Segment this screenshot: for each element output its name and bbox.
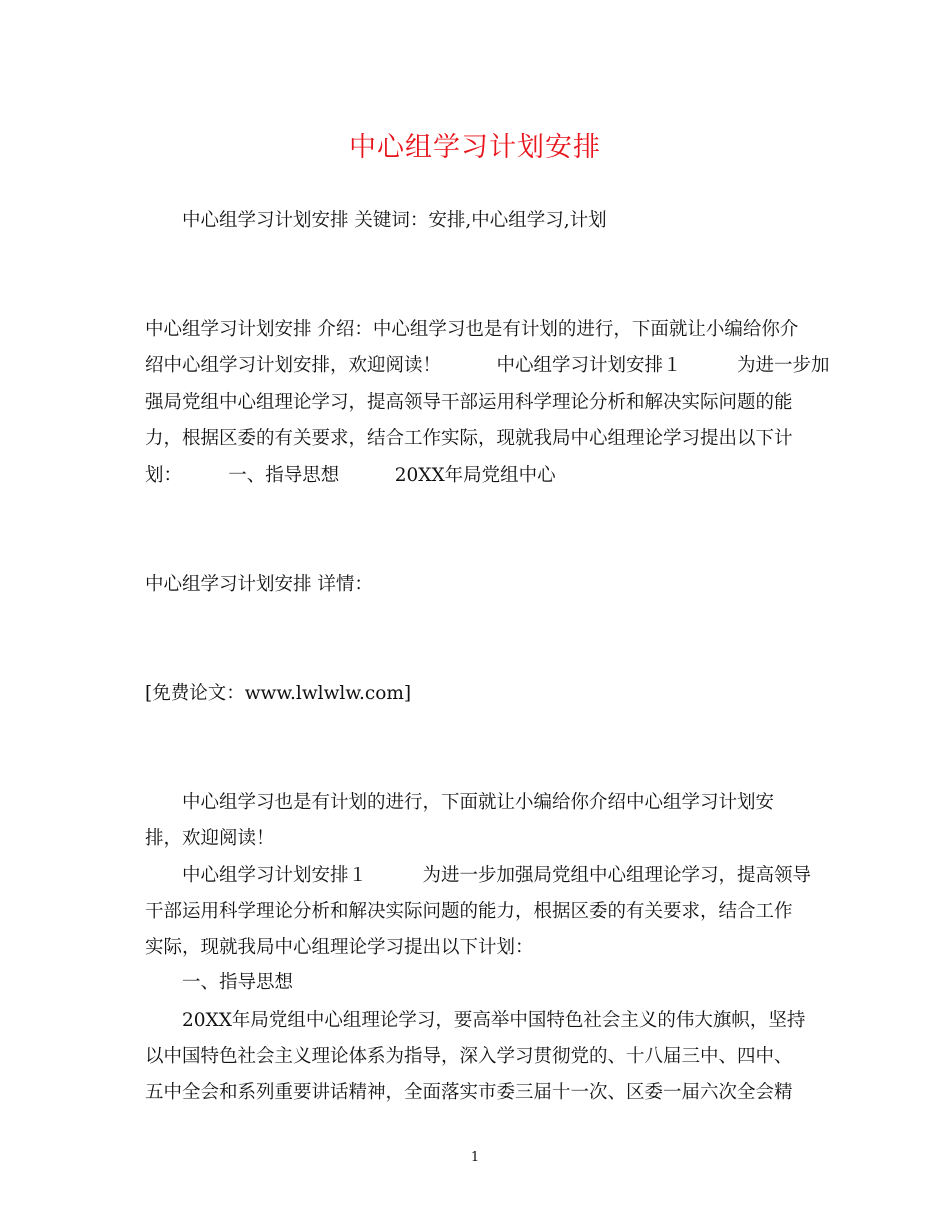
page-number: 1	[470, 1150, 480, 1165]
body-line: 以中国特色社会主义理论体系为指导，深入学习贯彻党的、十八届三中、四中、	[145, 1046, 793, 1067]
body-line: 排，欢迎阅读！	[145, 828, 275, 849]
keywords-line: 中心组学习计划安排 关键词：安排,中心组学习,计划	[182, 210, 607, 231]
intro-line: 强局党组中心组理论学习，提高领导干部运用科学理论分析和解决实际问题的能	[145, 392, 793, 413]
body-line: 中心组学习也是有计划的进行，下面就让小编给你介绍中心组学习计划安	[182, 792, 775, 813]
body-line: 20XX年局党组中心组理论学习，要高举中国特色社会主义的伟大旗帜，坚持	[182, 1010, 806, 1031]
intro-line: 划： 一、指导思想 20XX年局党组中心	[145, 465, 556, 486]
details-label: 中心组学习计划安排 详情：	[145, 574, 373, 595]
intro-line: 绍中心组学习计划安排，欢迎阅读！ 中心组学习计划安排１ 为进一步加	[145, 355, 830, 376]
body-line: 中心组学习计划安排１ 为进一步加强局党组中心组理论学习，提高领导	[182, 865, 812, 886]
intro-line: 中心组学习计划安排 介绍：中心组学习也是有计划的进行，下面就让小编给你介	[145, 319, 799, 340]
section-heading: 一、指导思想	[182, 972, 294, 993]
document-title: 中心组学习计划安排	[349, 132, 601, 163]
source-line: [免费论文：www.lwlwlw.com]	[145, 683, 412, 704]
body-line: 实际，现就我局中心组理论学习提出以下计划：	[145, 937, 534, 958]
intro-line: 力，根据区委的有关要求，结合工作实际，现就我局中心组理论学习提出以下计	[145, 428, 793, 449]
body-line: 五中全会和系列重要讲话精神，全面落实市委三届十一次、区委一届六次全会精	[145, 1082, 793, 1103]
body-line: 干部运用科学理论分析和解决实际问题的能力，根据区委的有关要求，结合工作	[145, 901, 793, 922]
